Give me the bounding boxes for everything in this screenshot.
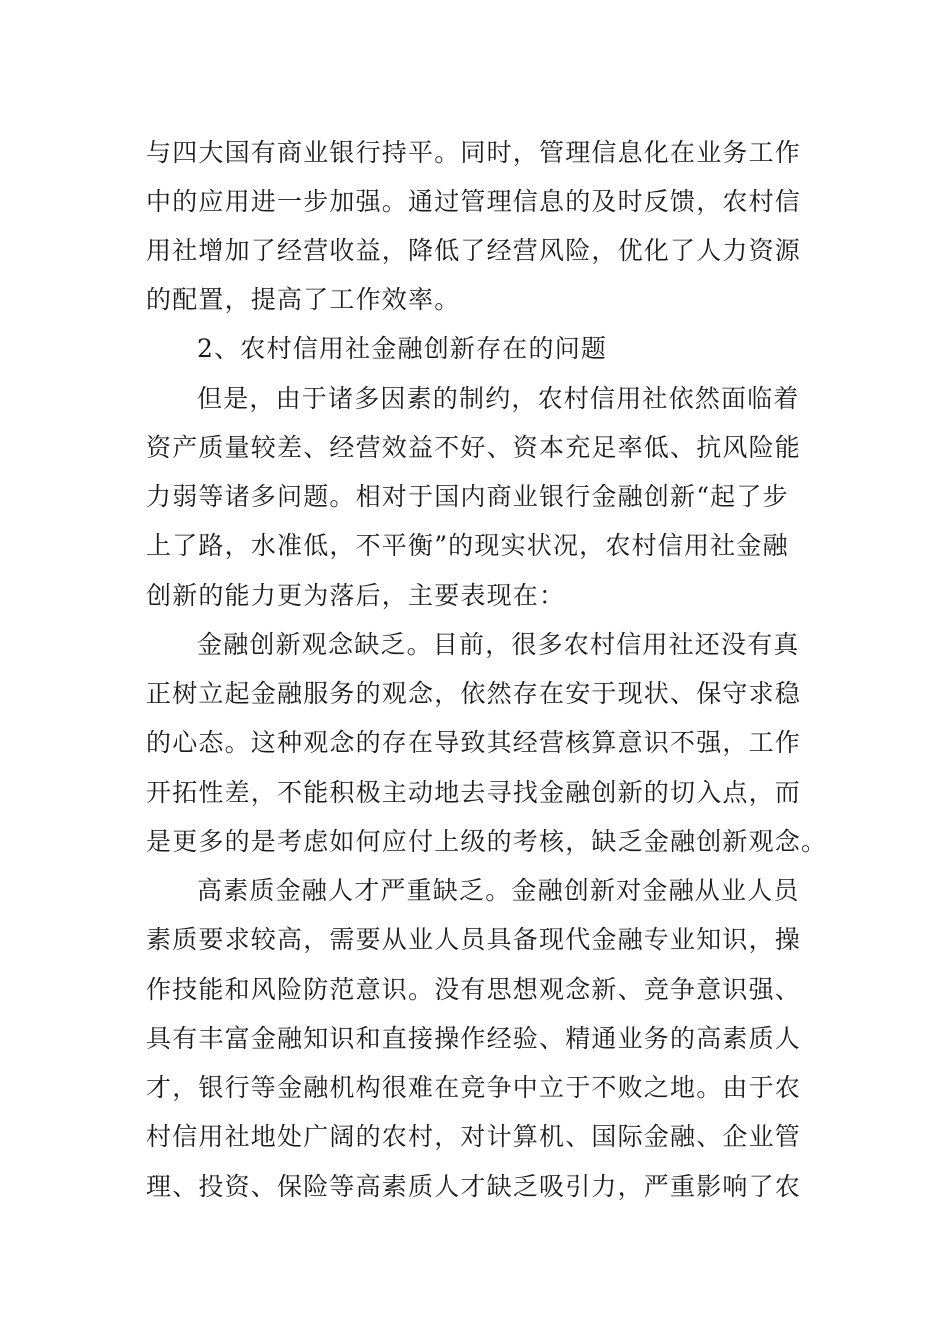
text-line: 开拓性差，不能积极主动地去寻找金融创新的切入点，而 (146, 778, 802, 807)
text-line: 但是，由于诸多因素的制约，农村信用社依然面临着 (197, 384, 800, 413)
text-line: 村信用社地处广阔的农村，对计算机、国际金融、企业管 (146, 1122, 802, 1151)
text-line: 用社增加了经营收益，降低了经营风险，优化了人力资源 (146, 236, 802, 265)
text-line: 正树立起金融服务的观念，依然存在安于现状、保守求稳 (146, 679, 802, 708)
section-heading: 2、农村信用社金融创新存在的问题 (197, 334, 608, 363)
text-line: 的配置，提高了工作效率。 (146, 285, 461, 314)
text-line: 高素质金融人才严重缺乏。金融创新对金融从业人员 (197, 876, 800, 905)
text-line: 的心态。这种观念的存在导致其经营核算意识不强，工作 (146, 728, 802, 757)
text-line: 与四大国有商业银行持平。同时，管理信息化在业务工作 (146, 138, 802, 167)
text-line: 力弱等诸多问题。相对于国内商业银行金融创新“起了步 (146, 482, 789, 511)
text-line: 金融创新观念缺乏。目前，很多农村信用社还没有真 (197, 630, 800, 659)
text-line: 创新的能力更为落后，主要表现在： (146, 581, 566, 610)
text-line: 作技能和风险防范意识。没有思想观念新、竞争意识强、 (146, 975, 802, 1004)
text-line: 才，银行等金融机构很难在竞争中立于不败之地。由于农 (146, 1073, 802, 1102)
text-line: 资产质量较差、经营效益不好、资本充足率低、抗风险能 (146, 433, 802, 462)
text-line: 上了路，水准低，不平衡”的现实状况，农村信用社金融 (146, 531, 789, 560)
text-line: 中的应用进一步加强。通过管理信息的及时反馈，农村信 (146, 187, 802, 216)
text-line: 理、投资、保险等高素质人才缺乏吸引力，严重影响了农 (146, 1172, 802, 1201)
text-line: 具有丰富金融知识和直接操作经验、精通业务的高素质人 (146, 1024, 802, 1053)
text-line: 是更多的是考虑如何应付上级的考核，缺乏金融创新观念。 (146, 827, 828, 856)
text-line: 素质要求较高，需要从业人员具备现代金融专业知识，操 (146, 925, 802, 954)
